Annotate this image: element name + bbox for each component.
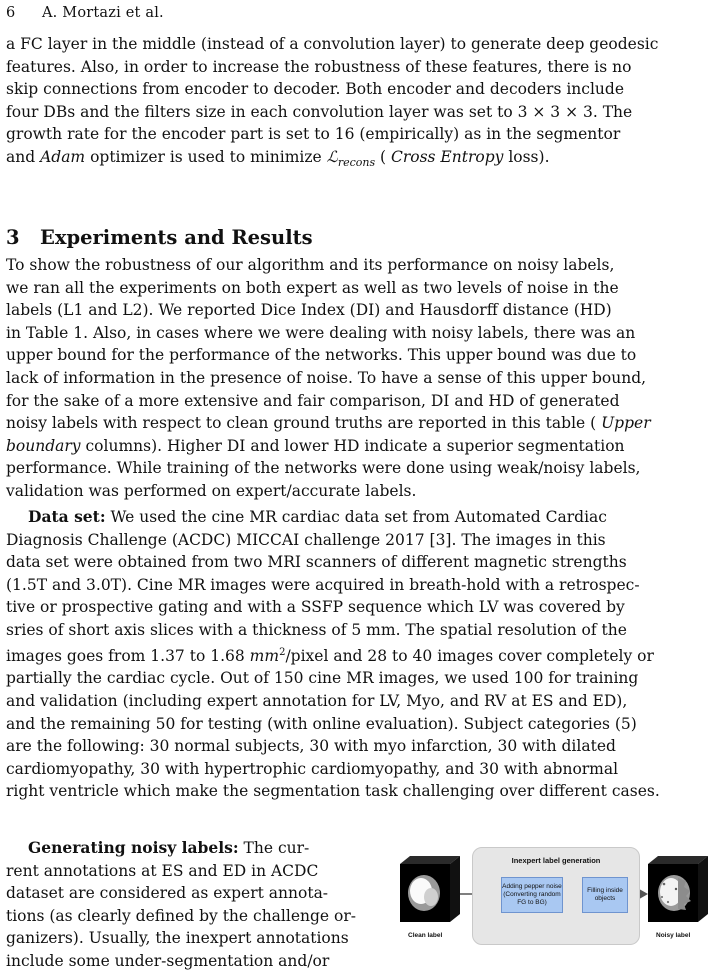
adam-term: Adam bbox=[40, 147, 86, 166]
text-line: To show the robustness of our algorithm and its performance on noisy labels, bbox=[6, 256, 615, 274]
text-line: a FC layer in the middle (instead of a convolution layer) to generate deep geodesic bbox=[6, 35, 659, 53]
fill-inside-objects-box: Filling inside objects bbox=[582, 877, 628, 913]
text-line: for the sake of a more extensive and fair comparison, DI and HD of generated bbox=[6, 391, 620, 410]
dataset-run-in-heading: Data set: bbox=[28, 507, 106, 526]
text-line: and validation (including expert annotation for LV, Myo, and RV at ES and ED), bbox=[6, 691, 628, 710]
text-line: lack of information in the presence of noise. To have a sense of this upper bound, bbox=[6, 368, 647, 387]
noisy-labels-run-in-heading: Generating noisy labels: bbox=[28, 838, 239, 857]
text-line: growth rate for the encoder part is set to 16 (empirically) as in the segmentor bbox=[6, 125, 621, 144]
text-line: and the remaining 50 for testing (with online evaluation). Subject categories (5) bbox=[6, 714, 637, 733]
noisy-label-generation-figure bbox=[394, 842, 716, 962]
text-line: features. Also, in order to increase the robustness of these features, there is no bbox=[6, 57, 632, 76]
text-line: performance. While training of the networks were done using weak/noisy labels, bbox=[6, 459, 641, 478]
text-line: Diagnosis Challenge (ACDC) MICCAI challenge 2017 [3]. The images in this bbox=[6, 530, 606, 549]
text-line: rent annotations at ES and ED in ACDC bbox=[6, 861, 319, 880]
page-number: 6 bbox=[6, 5, 16, 21]
text-line: tions (as clearly defined by the challenge or- bbox=[6, 906, 356, 925]
text-line: Data set: We used the cine MR cardiac data set from Automated Cardiac bbox=[28, 507, 607, 526]
text-line: ganizers). Usually, the inexpert annotations bbox=[6, 929, 349, 948]
text-line: four DBs and the filters size in each convolution layer was set to 3 × 3 × 3. The bbox=[6, 102, 633, 121]
loss-symbol: ℒ bbox=[326, 147, 338, 166]
noisy-label-cube-icon bbox=[648, 856, 708, 922]
section-title: Experiments and Results bbox=[40, 226, 313, 249]
text-line: Generating noisy labels: The cur- bbox=[28, 838, 310, 857]
text-line: cardiomyopathy, 30 with hypertrophic cardiomyopathy, and 30 with abnormal bbox=[6, 759, 619, 778]
paragraph-experiments bbox=[6, 254, 710, 503]
running-head-authors: A. Mortazi et al. bbox=[42, 5, 164, 21]
text-line: images goes from 1.37 to 1.68 $mm^2$/pixel and 28 to 40 images cover completely or bbox=[6, 646, 654, 665]
text-line: labels (L1 and L2). We reported Dice Index (DI) and Hausdorff distance (HD) bbox=[6, 301, 612, 320]
add-pepper-noise-box: Adding pepper noise (Converting random FG to BG) bbox=[501, 877, 563, 913]
text-line: dataset are considered as expert annota- bbox=[6, 884, 329, 903]
text-line: validation was performed on expert/accurate labels. bbox=[6, 481, 417, 500]
text-line: noisy labels with respect to clean ground truths are reported in this table ( Upper bbox=[6, 414, 651, 433]
text-line: tive or prospective gating and with a SSFP sequence which LV was covered by bbox=[6, 598, 625, 617]
text-line: right ventricle which make the segmentation task challenging over different cases. bbox=[6, 782, 660, 801]
section-heading bbox=[6, 226, 313, 249]
text-line: (1.5T and 3.0T). Cine MR images were acquired in breath-hold with a retrospec- bbox=[6, 575, 640, 594]
paragraph-noisy-labels bbox=[6, 837, 380, 973]
clean-label-cube-icon bbox=[400, 856, 460, 922]
text-line: partially the cardiac cycle. Out of 150 cine MR images, we used 100 for training bbox=[6, 669, 639, 688]
text-line: boundary columns). Higher DI and lower HD indicate a superior segmentation bbox=[6, 436, 625, 455]
text-line: in Table 1. Also, in cases where we were dealing with noisy labels, there was an bbox=[6, 323, 636, 342]
text-line: include some under-segmentation and/or bbox=[6, 951, 330, 970]
cross-entropy-term: Cross Entropy bbox=[391, 147, 504, 166]
text-line: data set were obtained from two MRI scanners of different magnetic strengths bbox=[6, 553, 627, 572]
loss-subscript: recons bbox=[337, 156, 376, 170]
text-line: sries of short axis slices with a thickness of 5 mm. The spatial resolution of the bbox=[6, 620, 627, 639]
section-number: 3 bbox=[6, 226, 20, 249]
text-line: are the following: 30 normal subjects, 30 with myo infarction, 30 with dilated bbox=[6, 737, 616, 756]
group-title: Inexpert label generation bbox=[511, 856, 601, 865]
noisy-label-caption: Noisy label bbox=[656, 932, 691, 939]
running-head bbox=[6, 5, 164, 21]
text-line: upper bound for the performance of the networks. This upper bound was due to bbox=[6, 346, 637, 365]
clean-label-caption: Clean label bbox=[408, 932, 443, 939]
text-line: skip connections from encoder to decoder. Both encoder and decoders include bbox=[6, 80, 625, 99]
text-line: we ran all the experiments on both expert as well as two levels of noise in the bbox=[6, 278, 619, 297]
paragraph-intro bbox=[6, 33, 710, 175]
text-line: and Adam optimizer is used to minimize ℒ$_{recons}$ ( Cross Entropy loss). bbox=[6, 147, 550, 170]
paragraph-dataset bbox=[6, 506, 710, 803]
